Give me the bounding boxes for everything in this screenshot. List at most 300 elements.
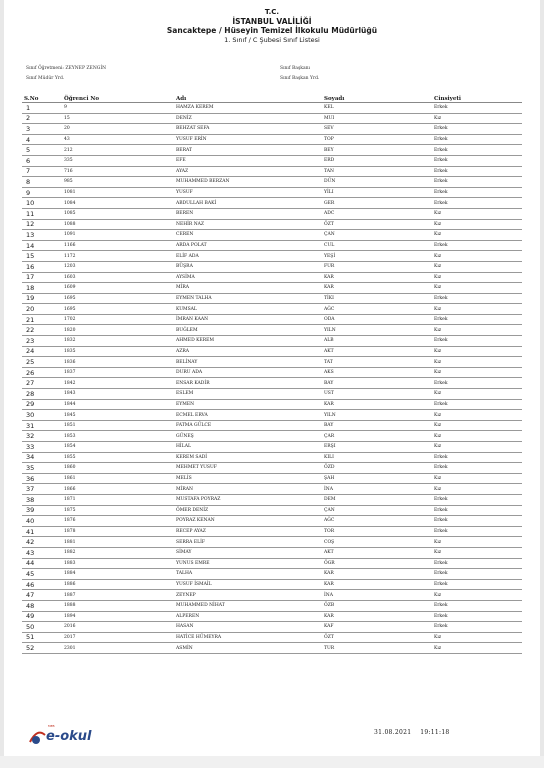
cell-sno: 32 (22, 431, 50, 442)
cell-sno: 16 (22, 261, 50, 272)
cell-ogrenci-no: 20 (62, 124, 174, 135)
cell-cinsiyet: Erkek (432, 516, 522, 527)
cell-ad: HASAN (174, 622, 322, 633)
cell-cinsiyet: Kız (432, 261, 522, 272)
cell-soyad: BEY (322, 145, 432, 156)
table-row (22, 558, 522, 569)
table-row (22, 632, 522, 643)
student-table-wrapper (22, 95, 522, 654)
cell-ad: SİMAY (174, 547, 322, 558)
cell-ad: İMRAN KAAN (174, 314, 322, 325)
cell-spacer (50, 124, 62, 135)
cell-ogrenci-no: 1861 (62, 473, 174, 484)
cell-cinsiyet: Erkek (432, 452, 522, 463)
cell-ogrenci-no: 1609 (62, 283, 174, 294)
meta-teacher: Sınıf Öğretmeni: ZEYNEP ZENGİN (26, 66, 107, 71)
cell-soyad: AKT (322, 547, 432, 558)
cell-ad: ARDA POLAT (174, 240, 322, 251)
cell-ad: EYMEN TALHA (174, 293, 322, 304)
cell-cinsiyet: Kız (432, 272, 522, 283)
table-row (22, 346, 522, 357)
cell-ad: FATMA GÜLCE (174, 420, 322, 431)
cell-soyad: TUR (322, 643, 432, 654)
cell-ad: ZEYNEP (174, 590, 322, 601)
cell-ogrenci-no: 985 (62, 177, 174, 188)
cell-spacer (50, 452, 62, 463)
table-row (22, 166, 522, 177)
cell-sno: 43 (22, 547, 50, 558)
cell-soyad: TAT (322, 357, 432, 368)
header-sno: S.No (22, 95, 50, 103)
cell-sno: 6 (22, 155, 50, 166)
cell-cinsiyet: Kız (432, 325, 522, 336)
cell-sno: 15 (22, 251, 50, 262)
cell-spacer (50, 261, 62, 272)
cell-spacer (50, 473, 62, 484)
cell-ad: YUSUF İSMAİL (174, 579, 322, 590)
cell-ogrenci-no: 15 (62, 113, 174, 124)
cell-soyad: BAY (322, 420, 432, 431)
cell-sno: 26 (22, 367, 50, 378)
cell-spacer (50, 336, 62, 347)
cell-spacer (50, 643, 62, 654)
cell-ad: CEREN (174, 230, 322, 241)
cell-soyad: KAR (322, 272, 432, 283)
cell-soyad: TOR (322, 526, 432, 537)
table-row (22, 463, 522, 474)
table-row (22, 219, 522, 230)
cell-spacer (50, 219, 62, 230)
cell-ogrenci-no: 1088 (62, 219, 174, 230)
cell-spacer (50, 579, 62, 590)
cell-ad: EYMEN (174, 399, 322, 410)
cell-soyad: ÖZT (322, 219, 432, 230)
cell-spacer (50, 314, 62, 325)
cell-sno: 11 (22, 208, 50, 219)
header-list-title: 1. Sınıf / C Şubesi Sınıf Listesi (224, 35, 320, 44)
cell-ogrenci-no: 1172 (62, 251, 174, 262)
cell-ad: ALPEREN (174, 611, 322, 622)
cell-sno: 22 (22, 325, 50, 336)
cell-soyad: COŞ (322, 537, 432, 548)
cell-cinsiyet: Kız (432, 389, 522, 400)
cell-ogrenci-no: 1851 (62, 420, 174, 431)
cell-soyad: YEŞİ (322, 251, 432, 262)
cell-cinsiyet: Erkek (432, 622, 522, 633)
cell-spacer (50, 389, 62, 400)
table-row (22, 357, 522, 368)
cell-ad: MELİS (174, 473, 322, 484)
cell-soyad: TİKI (322, 293, 432, 304)
cell-soyad: CUL (322, 240, 432, 251)
cell-sno: 24 (22, 346, 50, 357)
cell-ogrenci-no: 1837 (62, 367, 174, 378)
cell-soyad: UST (322, 389, 432, 400)
cell-ogrenci-no: 1695 (62, 293, 174, 304)
cell-sno: 51 (22, 632, 50, 643)
cell-cinsiyet: Erkek (432, 124, 522, 135)
cell-ad: MEHMET YUSUF (174, 463, 322, 474)
header-ad: Adı (174, 95, 322, 103)
cell-soyad: ÖGR (322, 558, 432, 569)
cell-ogrenci-no: 1887 (62, 590, 174, 601)
table-row (22, 272, 522, 283)
table-row (22, 516, 522, 527)
cell-sno: 42 (22, 537, 50, 548)
cell-ogrenci-no: 1881 (62, 537, 174, 548)
cell-ad: DURU ADA (174, 367, 322, 378)
cell-soyad: TAN (322, 166, 432, 177)
cell-cinsiyet: Erkek (432, 494, 522, 505)
cell-ad: ECMEL ERVA (174, 410, 322, 421)
cell-ad: DENİZ (174, 113, 322, 124)
cell-ogrenci-no: 1894 (62, 611, 174, 622)
cell-sno: 17 (22, 272, 50, 283)
cell-ad: MİRAN (174, 484, 322, 495)
cell-cinsiyet: Erkek (432, 198, 522, 209)
cell-soyad: YİLI (322, 187, 432, 198)
cell-ogrenci-no: 1843 (62, 389, 174, 400)
cell-sno: 48 (22, 600, 50, 611)
cell-spacer (50, 558, 62, 569)
cell-soyad: TOP (322, 134, 432, 145)
cell-spacer (50, 569, 62, 580)
table-row (22, 643, 522, 654)
cell-soyad: KAR (322, 569, 432, 580)
cell-soyad: DÜN (322, 177, 432, 188)
cell-ad: BERAT (174, 145, 322, 156)
header-ogrenci-no: Öğrenci No (62, 95, 174, 103)
cell-ogrenci-no: 2301 (62, 643, 174, 654)
cell-spacer (50, 505, 62, 516)
cell-spacer (50, 272, 62, 283)
cell-spacer (50, 463, 62, 474)
table-row (22, 145, 522, 156)
cell-ad: BELİNAY (174, 357, 322, 368)
cell-ogrenci-no: 9 (62, 103, 174, 114)
cell-sno: 13 (22, 230, 50, 241)
table-row (22, 113, 522, 124)
cell-ad: BEHZAT SEFA (174, 124, 322, 135)
cell-ogrenci-no: 1888 (62, 600, 174, 611)
cell-soyad: DEM (322, 494, 432, 505)
cell-sno: 4 (22, 134, 50, 145)
cell-spacer (50, 484, 62, 495)
table-row (22, 494, 522, 505)
cell-ad: YUNUS EMRE (174, 558, 322, 569)
cell-soyad: ALB (322, 336, 432, 347)
cell-ogrenci-no: 1835 (62, 346, 174, 357)
cell-spacer (50, 516, 62, 527)
cell-spacer (50, 113, 62, 124)
table-header-row (22, 95, 522, 103)
page-frame-left (0, 0, 4, 768)
cell-ogrenci-no: 1603 (62, 272, 174, 283)
cell-soyad: İNA (322, 484, 432, 495)
cell-sno: 41 (22, 526, 50, 537)
cell-ad: AZRA (174, 346, 322, 357)
cell-cinsiyet: Kız (432, 283, 522, 294)
cell-sno: 1 (22, 103, 50, 114)
cell-cinsiyet: Kız (432, 547, 522, 558)
cell-cinsiyet: Kız (432, 251, 522, 262)
cell-sno: 18 (22, 283, 50, 294)
cell-soyad: KILI (322, 452, 432, 463)
table-row (22, 484, 522, 495)
cell-sno: 45 (22, 569, 50, 580)
cell-ogrenci-no: 1832 (62, 336, 174, 347)
cell-ogrenci-no: 1871 (62, 494, 174, 505)
cell-cinsiyet: Kız (432, 420, 522, 431)
cell-cinsiyet: Erkek (432, 505, 522, 516)
cell-cinsiyet: Kız (432, 219, 522, 230)
cell-cinsiyet: Erkek (432, 336, 522, 347)
cell-ogrenci-no: 1855 (62, 452, 174, 463)
cell-ad: KUMSAL (174, 304, 322, 315)
cell-sno: 44 (22, 558, 50, 569)
cell-cinsiyet: Kız (432, 431, 522, 442)
cell-soyad: FUR (322, 261, 432, 272)
cell-spacer (50, 346, 62, 357)
cell-spacer (50, 442, 62, 453)
cell-spacer (50, 283, 62, 294)
cell-spacer (50, 240, 62, 251)
cell-ogrenci-no: 1166 (62, 240, 174, 251)
cell-cinsiyet: Kız (432, 208, 522, 219)
table-row (22, 622, 522, 633)
cell-cinsiyet: Erkek (432, 155, 522, 166)
table-row (22, 230, 522, 241)
cell-soyad: AĞC (322, 516, 432, 527)
cell-sno: 29 (22, 399, 50, 410)
cell-cinsiyet: Erkek (432, 293, 522, 304)
table-row (22, 208, 522, 219)
cell-spacer (50, 208, 62, 219)
cell-ad: NEHİR NAZ (174, 219, 322, 230)
table-row (22, 124, 522, 135)
table-row (22, 304, 522, 315)
cell-sno: 49 (22, 611, 50, 622)
cell-soyad: SEV (322, 124, 432, 135)
table-row (22, 569, 522, 580)
cell-cinsiyet: Kız (432, 410, 522, 421)
cell-soyad: KAR (322, 399, 432, 410)
cell-ad: ÖMER DENİZ (174, 505, 322, 516)
cell-spacer (50, 367, 62, 378)
cell-cinsiyet: Erkek (432, 166, 522, 177)
document-header (0, 8, 544, 44)
cell-spacer (50, 420, 62, 431)
cell-cinsiyet: Erkek (432, 240, 522, 251)
cell-cinsiyet: Kız (432, 484, 522, 495)
page-bottom-margin (0, 756, 544, 768)
table-row (22, 537, 522, 548)
cell-spacer (50, 251, 62, 262)
cell-ogrenci-no: 1695 (62, 304, 174, 315)
cell-sno: 30 (22, 410, 50, 421)
eokul-logo-text: e-okul (46, 729, 92, 744)
cell-spacer (50, 357, 62, 368)
cell-ad: AHMED KEREM (174, 336, 322, 347)
cell-spacer (50, 431, 62, 442)
cell-ad: ELİF ADA (174, 251, 322, 262)
cell-cinsiyet: Erkek (432, 611, 522, 622)
header-spacer (50, 95, 62, 103)
cell-cinsiyet: Kız (432, 230, 522, 241)
cell-ogrenci-no: 1845 (62, 410, 174, 421)
table-row (22, 547, 522, 558)
cell-ogrenci-no: 1091 (62, 230, 174, 241)
header-school: Sancaktepe / Hüseyin Temizel İlkokulu Müdürlüğü (166, 26, 378, 36)
cell-soyad: YILN (322, 410, 432, 421)
table-row (22, 187, 522, 198)
cell-cinsiyet: Erkek (432, 134, 522, 145)
table-row (22, 155, 522, 166)
table-row (22, 336, 522, 347)
cell-cinsiyet: Erkek (432, 177, 522, 188)
eokul-logo-icon (26, 726, 48, 748)
table-row (22, 526, 522, 537)
cell-cinsiyet: Erkek (432, 314, 522, 325)
header-soyad: Soyadı (322, 95, 432, 103)
cell-spacer (50, 547, 62, 558)
cell-ad: AYSİMA (174, 272, 322, 283)
cell-soyad: ŞAH (322, 473, 432, 484)
cell-sno: 8 (22, 177, 50, 188)
header-governorship: İSTANBUL VALİLİĞİ (232, 16, 312, 26)
cell-sno: 20 (22, 304, 50, 315)
cell-ad: KEREM SADİ (174, 452, 322, 463)
header-tc: T.C. (264, 8, 280, 16)
cell-soyad: BAY (322, 378, 432, 389)
cell-soyad: ÖZD (322, 463, 432, 474)
cell-soyad: ÇAN (322, 505, 432, 516)
cell-ogrenci-no: 1702 (62, 314, 174, 325)
cell-spacer (50, 632, 62, 643)
cell-sno: 3 (22, 124, 50, 135)
cell-ad: AYAZ (174, 166, 322, 177)
cell-cinsiyet: Kız (432, 367, 522, 378)
table-row (22, 378, 522, 389)
table-row (22, 590, 522, 601)
cell-ogrenci-no: 1084 (62, 198, 174, 209)
cell-spacer (50, 198, 62, 209)
cell-spacer (50, 622, 62, 633)
cell-cinsiyet: Kız (432, 537, 522, 548)
table-row (22, 611, 522, 622)
cell-spacer (50, 166, 62, 177)
cell-spacer (50, 134, 62, 145)
cell-sno: 19 (22, 293, 50, 304)
cell-cinsiyet: Kız (432, 357, 522, 368)
cell-cinsiyet: Erkek (432, 600, 522, 611)
cell-sno: 9 (22, 187, 50, 198)
table-row (22, 198, 522, 209)
table-row (22, 452, 522, 463)
cell-spacer (50, 325, 62, 336)
cell-ogrenci-no: 1844 (62, 399, 174, 410)
cell-soyad: ÇAR (322, 431, 432, 442)
cell-sno: 38 (22, 494, 50, 505)
table-row (22, 240, 522, 251)
table-body (22, 103, 522, 654)
cell-cinsiyet: Erkek (432, 187, 522, 198)
cell-ad: MUHAMMED BERZAN (174, 177, 322, 188)
cell-spacer (50, 600, 62, 611)
table-row (22, 177, 522, 188)
cell-sno: 52 (22, 643, 50, 654)
cell-soyad: ODA (322, 314, 432, 325)
cell-soyad: İNA (322, 590, 432, 601)
cell-ad: HATİCE HÜMEYRA (174, 632, 322, 643)
cell-ad: BEREN (174, 208, 322, 219)
cell-sno: 21 (22, 314, 50, 325)
cell-soyad: AĞC (322, 304, 432, 315)
cell-spacer (50, 177, 62, 188)
cell-ogrenci-no: 1081 (62, 187, 174, 198)
cell-spacer (50, 187, 62, 198)
table-row (22, 293, 522, 304)
cell-cinsiyet: Kız (432, 304, 522, 315)
cell-ad: RECEP AYAZ (174, 526, 322, 537)
cell-cinsiyet: Erkek (432, 579, 522, 590)
cell-ogrenci-no: 2017 (62, 632, 174, 643)
meta-president: Sınıf Başkanı (280, 66, 311, 71)
table-row (22, 103, 522, 114)
cell-ad: ENSAR KADİR (174, 378, 322, 389)
cell-sno: 10 (22, 198, 50, 209)
cell-cinsiyet: Erkek (432, 399, 522, 410)
cell-ad: MİRA (174, 283, 322, 294)
cell-soyad: KEL (322, 103, 432, 114)
cell-ad: BÜŞRA (174, 261, 322, 272)
cell-cinsiyet: Erkek (432, 145, 522, 156)
cell-sno: 39 (22, 505, 50, 516)
table-row (22, 283, 522, 294)
cell-sno: 14 (22, 240, 50, 251)
table-row (22, 261, 522, 272)
cell-ad: MUSTAFA POYRAZ (174, 494, 322, 505)
cell-ogrenci-no: 1886 (62, 579, 174, 590)
cell-soyad: AKS (322, 367, 432, 378)
cell-ad: TALHA (174, 569, 322, 580)
eokul-logo (26, 724, 116, 746)
table-row (22, 251, 522, 262)
cell-ad: POYRAZ KENAN (174, 516, 322, 527)
cell-ogrenci-no: 1836 (62, 357, 174, 368)
cell-spacer (50, 399, 62, 410)
table-row (22, 399, 522, 410)
cell-soyad: ÇAN (322, 230, 432, 241)
table-row (22, 314, 522, 325)
cell-ad: BUĞLEM (174, 325, 322, 336)
cell-sno: 35 (22, 463, 50, 474)
cell-ogrenci-no: 212 (62, 145, 174, 156)
cell-ogrenci-no: 1854 (62, 442, 174, 453)
cell-ogrenci-no: 1883 (62, 558, 174, 569)
footer-time: 19:11:18 (420, 729, 450, 736)
cell-cinsiyet: Kız (432, 473, 522, 484)
cell-cinsiyet: Erkek (432, 558, 522, 569)
cell-sno: 2 (22, 113, 50, 124)
cell-ogrenci-no: 1820 (62, 325, 174, 336)
cell-soyad: ADC (322, 208, 432, 219)
table-row (22, 442, 522, 453)
cell-ogrenci-no: 335 (62, 155, 174, 166)
cell-sno: 23 (22, 336, 50, 347)
cell-cinsiyet: Erkek (432, 526, 522, 537)
cell-sno: 28 (22, 389, 50, 400)
